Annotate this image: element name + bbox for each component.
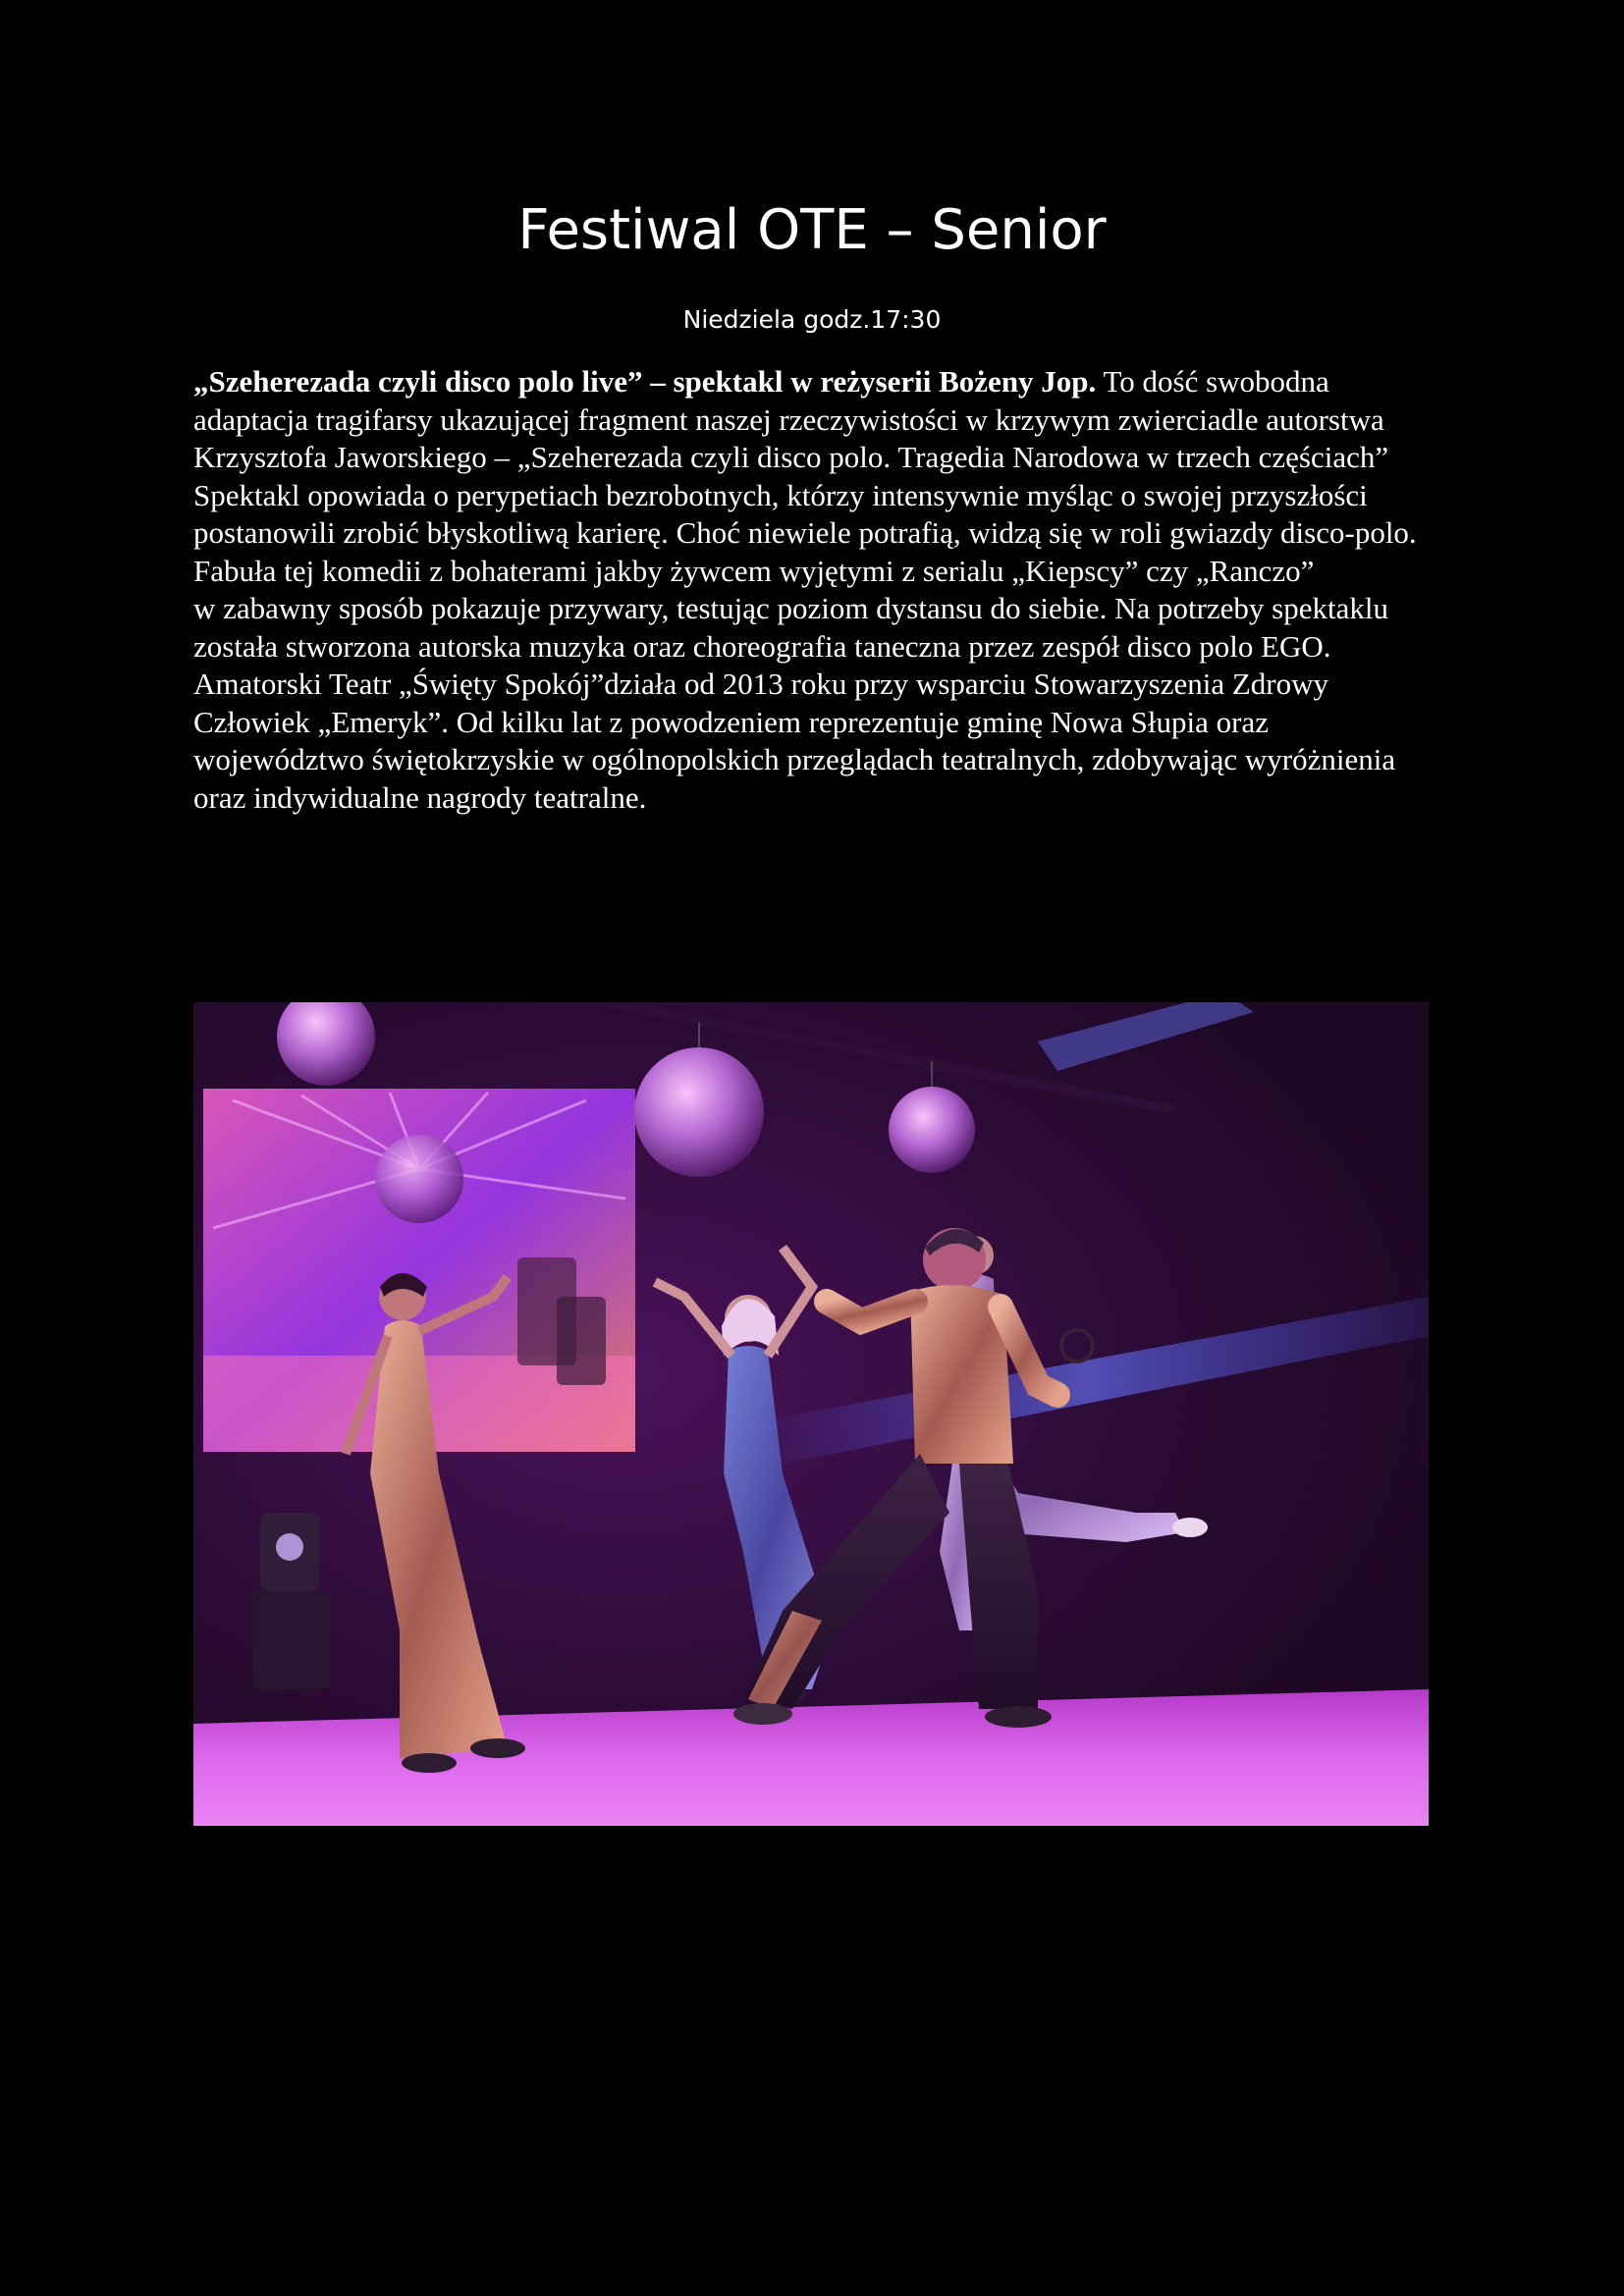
lead-rest: To dość swobodna adaptacja tragifarsy ukazującej fragment naszej rzeczywistości w krzywym zwierciadle autorstwa Krzysztofa Jaworskiego – „Szeherezada czyli disco polo. Tragedia Narodowa w trzech częściach” [193,364,1389,474]
paragraph-3: w zabawny sposób pokazuje przywary, testując poziom dystansu do siebie. Na potrzeby spektaklu została stworzona autorska muzyka oraz choreografia taneczna przez zespół disco polo EGO. [193,591,1388,664]
event-time: Niedziela godz.17:30 [682,305,942,334]
page-title: Festiwal OTE – Senior [517,198,1107,262]
paragraph-2: Spektakl opowiada o perypetiach bezrobotnych, którzy intensywnie myśląc o swojej przyszłości postanowili zrobić błyskotliwą karierę. Choć niewiele potrafią, widzą się w roli gwiazdy disco-polo. Fabuła tej komedii z bohaterami jakby żywcem wyjętymi z serialu „Kiepscy” czy „Ranczo” [193,477,1417,588]
lead-bold: „Szeherezada czyli disco polo live” – spektakl w reżyserii Bożeny Jop. [193,364,1097,399]
magenta-light-overlay [193,1002,1429,1826]
lead-paragraph [193,363,1436,477]
paragraph-4: Amatorski Teatr „Święty Spokój”działa od 2013 roku przy wsparciu Stowarzyszenia Zdrowy Człowiek „Emeryk”. Od kilku lat z powodzeniem reprezentuje gminę Nowa Słupia oraz województwo świętokrzyskie w ogólnopolskich przeglądach teatralnych, zdobywając wyróżnienia oraz indywidualne nagrody teatralne. [193,667,1396,815]
article-body [193,363,1436,817]
stage-photo [193,1002,1429,1826]
stage-photo-illustration [193,1002,1429,1826]
